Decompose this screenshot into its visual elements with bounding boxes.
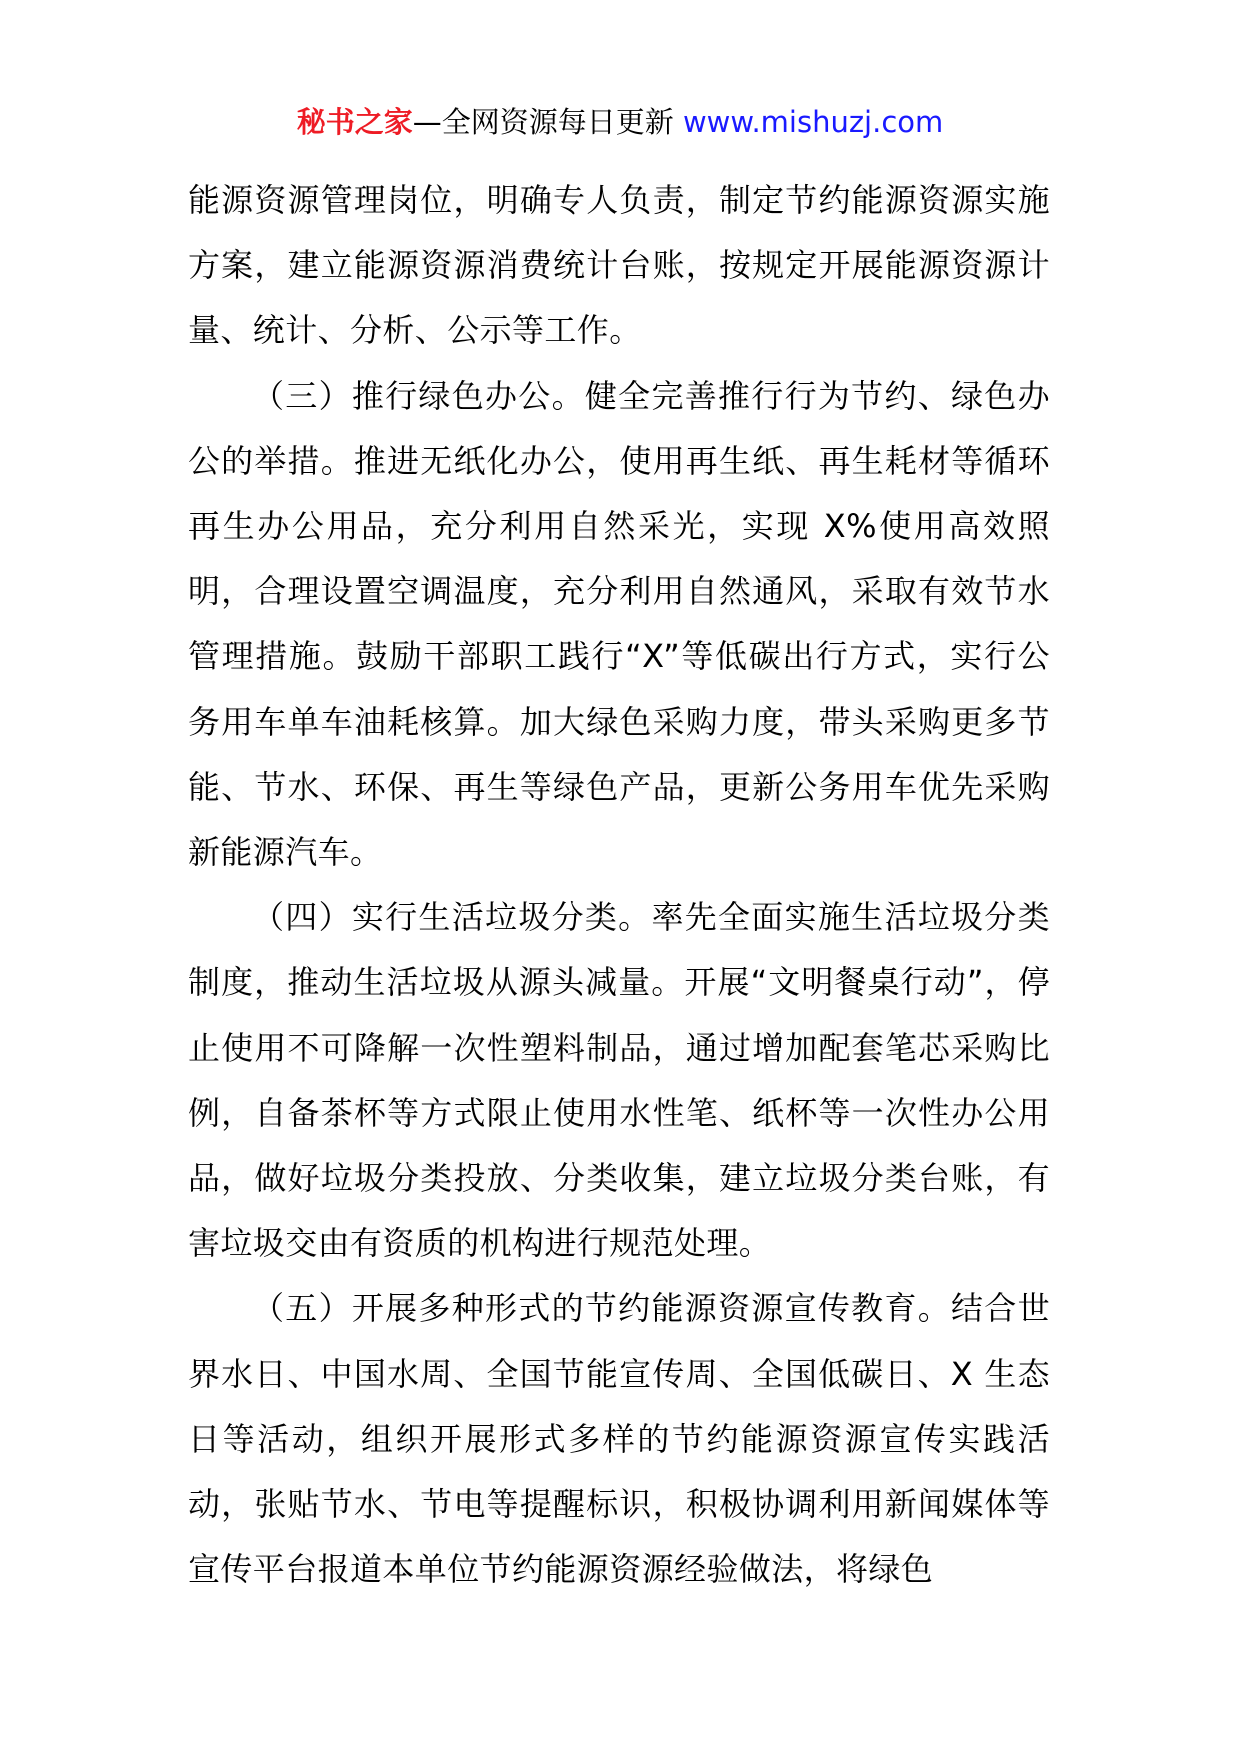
- page-header: [0, 100, 1240, 144]
- paragraph-section-3: （三）推行绿色办公。健全完善推行行为节约、绿色办公的举措。推进无纸化办公，使用再生纸、再生耗材等循环再生办公用品，充分利用自然采光，实现 X%使用高效照明，合理设置空调温度，充分利用自然通风，采取有效节水管理措施。鼓励干部职工践行“X”等低碳出行方式，实行公务用车单车油耗核算。加大绿色采购力度，带头采购更多节能、节水、环保、再生等绿色产品，更新公务用车优先采购新能源汽车。: [188, 376, 1050, 872]
- header-brand: 秘书之家: [296, 105, 413, 139]
- header-tagline: —全网资源每日更新: [412, 105, 683, 139]
- paragraph-continuation: 能源资源管理岗位，明确专人负责，制定节约能源资源实施方案，建立能源资源消费统计台账，按规定开展能源资源计量、统计、分析、公示等工作。: [188, 181, 1050, 350]
- document-body: [188, 168, 1050, 1602]
- paragraph-section-4: （四）实行生活垃圾分类。率先全面实施生活垃圾分类制度，推动生活垃圾从源头减量。开展“文明餐桌行动”，停止使用不可降解一次性塑料制品，通过增加配套笔芯采购比例，自备茶杯等方式限止使用水性笔、纸杯等一次性办公用品，做好垃圾分类投放、分类收集，建立垃圾分类台账，有害垃圾交由有资质的机构进行规范处理。: [188, 898, 1050, 1263]
- paragraph-section-5: （五）开展多种形式的节约能源资源宣传教育。结合世界水日、中国水周、全国节能宣传周、全国低碳日、X 生态日等活动，组织开展形式多样的节约能源资源宣传实践活动，张贴节水、节电等提醒标识，积极协调利用新闻媒体等宣传平台报道本单位节约能源资源经验做法，将绿色: [188, 1289, 1050, 1589]
- header-url[interactable]: www.mishuzj.com: [682, 105, 944, 139]
